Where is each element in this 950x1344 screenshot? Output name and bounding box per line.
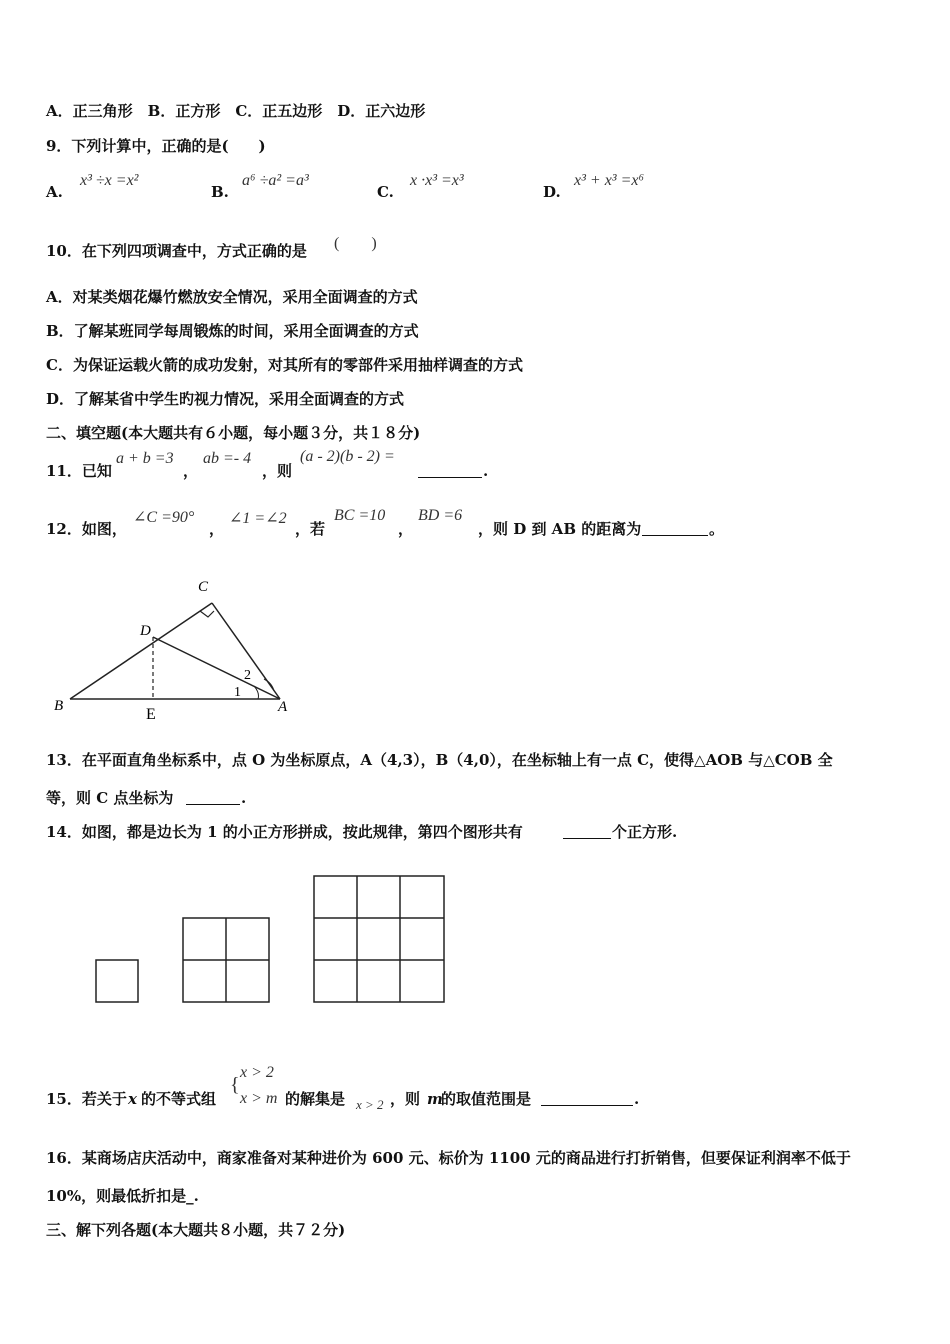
q15-after: 的解集是 (285, 1090, 346, 1108)
q9-option-a-expr: x³ ÷x =x² (80, 172, 139, 189)
right-angle-mark (200, 611, 214, 617)
label-e: E (146, 706, 156, 723)
q12-expr-bc: BC =10 (334, 507, 386, 524)
q11-end: . (483, 462, 489, 480)
q16-line1: 16．某商场店庆活动中，商家准备对某种进价为 600 元、标价为 1100 元的商品进行打折销售，但要保证利润率不低于 (46, 1149, 851, 1167)
q14-tail: 个正方形. (612, 823, 678, 841)
q15-system-line1: x > 2 (240, 1064, 274, 1081)
section-3-heading: 三、解下列各题(本大题共８小题，共７２分) (46, 1221, 346, 1239)
label-c: C (198, 579, 209, 595)
q10-option-b: B．了解某班同学每周锻炼的时间，采用全面调查的方式 (46, 322, 419, 340)
q12-sep1: ， (209, 520, 225, 538)
q14-text: 14．如图，都是边长为 1 的小正方形拼成，按此规律，第四个图形共有 (46, 823, 523, 841)
section-2-heading: 二、填空题(本大题共有６小题，每小题３分，共１８分) (46, 424, 421, 442)
segment-ca (212, 603, 280, 699)
q14-squares-figure (90, 870, 450, 1010)
q14-answer-blank[interactable] (563, 824, 611, 839)
q15-solution: x > 2 (356, 1097, 384, 1112)
q11-expr-product: ab =- 4 (203, 450, 252, 467)
q12-lead: 12．如图， (46, 520, 127, 538)
label-b: B (54, 698, 64, 714)
q15-brace: { (230, 1074, 240, 1096)
q12-sep3: ， (398, 520, 414, 538)
q16-line2: 10%，则最低折扣是_. (46, 1187, 199, 1205)
q12-tail: ，则 D 到 AB 的距离为 (478, 520, 642, 538)
q12-triangle-figure (50, 575, 300, 725)
q13-end: . (241, 789, 247, 807)
q9-option-a-label: A. (46, 183, 63, 201)
q13-line1: 13．在平面直角坐标系中，点 O 为坐标原点，A（4,3），B（4,0），在坐标轴上有一点 C，使得△AOB 与△COB 全 (46, 751, 833, 769)
q11-lead: 11．已知 (46, 462, 112, 480)
q12-expr-angles: ∠1 =∠2 (229, 510, 287, 527)
q9-option-c-expr: x ·x³ =x³ (410, 172, 464, 189)
q15-system-line2: x > m (240, 1090, 278, 1107)
q15-mid: 的不等式组 (141, 1090, 217, 1108)
q10-paren: ( ) (334, 235, 377, 252)
q12-sep2: ，若 (295, 520, 326, 538)
q9-stem: 9．下列计算中，正确的是( ) (46, 137, 266, 155)
q15-tail: 的取值范围是 (441, 1090, 532, 1108)
q12-expr-angle-c: ∠C =90° (133, 509, 195, 526)
q11-sep1: ， (183, 462, 199, 480)
label-a: A (278, 699, 288, 715)
q11-answer-blank[interactable] (418, 463, 482, 478)
q15-then: ，则 (390, 1090, 421, 1108)
label-angle-2: 2 (244, 668, 251, 683)
q8-options: A．正三角形 B．正方形 C．正五边形 D．正六边形 (46, 102, 426, 120)
q11-expr-sum: a + b =3 (116, 450, 174, 467)
grid-2x2 (183, 918, 269, 1002)
grid-3x3 (314, 876, 444, 1002)
q12-expr-bd: BD =6 (418, 507, 463, 524)
q11-sep2: ，则 (262, 462, 293, 480)
q12-answer-blank[interactable] (642, 521, 708, 536)
grid-1x1 (96, 960, 138, 1002)
q9-option-b-expr: a⁶ ÷a² =a³ (242, 172, 309, 189)
label-angle-1: 1 (234, 685, 241, 700)
q9-option-b-label: B. (211, 183, 229, 201)
q9-option-c-label: C. (377, 183, 394, 201)
q15-var-m: m (427, 1090, 443, 1108)
q9-option-d-expr: x³ + x³ =x⁶ (574, 172, 645, 189)
q13-line2: 等，则 C 点坐标为 (46, 789, 174, 807)
q12-end: 。 (709, 520, 725, 538)
q15-lead: 15．若关于 (46, 1090, 127, 1108)
q15-answer-blank[interactable] (541, 1091, 633, 1106)
q10-option-c: C．为保证运载火箭的成功发射，对其所有的零部件采用抽样调查的方式 (46, 356, 523, 374)
q11-expr-target: (a - 2)(b - 2) = (300, 448, 395, 465)
segment-da (153, 637, 280, 699)
q10-option-a: A．对某类烟花爆竹燃放安全情况，采用全面调查的方式 (46, 288, 418, 306)
label-d: D (140, 623, 151, 639)
q9-option-d-label: D. (543, 183, 561, 201)
q10-option-d: D．了解某省中学生旳视力情况，采用全面调查的方式 (46, 390, 405, 408)
q10-stem: 10．在下列四项调查中，方式正确的是 (46, 242, 307, 260)
segment-bc (70, 603, 212, 699)
q13-answer-blank[interactable] (186, 790, 240, 805)
q15-var-x: x (128, 1090, 137, 1108)
q15-end: . (634, 1090, 640, 1108)
